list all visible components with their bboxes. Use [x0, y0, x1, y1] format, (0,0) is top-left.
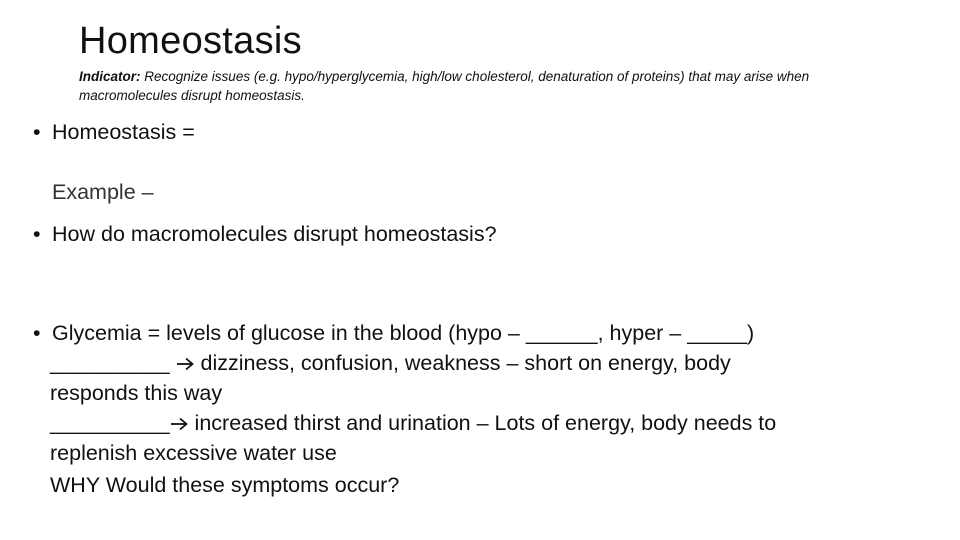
bullet-marker: •	[33, 120, 41, 144]
indicator-body: Recognize issues (e.g. hypo/hyperglycemia, high/low cholesterol, denaturation of proteins) that may arise when macromolecules disrupt homeostasis.	[79, 69, 810, 103]
indicator-label: Indicator:	[79, 69, 141, 84]
right-arrow-icon	[170, 417, 189, 431]
slide-title: Homeostasis	[79, 20, 302, 62]
example-line: Example –	[52, 180, 154, 204]
hypo-symptoms-line	[50, 348, 731, 378]
right-arrow-icon	[176, 357, 195, 371]
hyper-symptoms-continued: replenish excessive water use	[50, 441, 337, 465]
hypo-blank: __________	[50, 351, 170, 375]
bullet-marker: •	[33, 222, 41, 246]
hyper-symptoms-line	[50, 408, 776, 438]
bullet-marker: •	[33, 321, 41, 345]
hyper-symptoms-text: increased thirst and urination – Lots of energy, body needs to	[188, 411, 777, 435]
hyper-blank: __________	[50, 411, 170, 435]
why-question: WHY Would these symptoms occur?	[50, 473, 400, 497]
bullet-macromolecules-question: How do macromolecules disrupt homeostasis?	[52, 222, 497, 246]
glycemia-definition: Glycemia = levels of glucose in the blood (hypo – ______, hyper – _____)	[52, 321, 755, 345]
bullet-homeostasis: Homeostasis =	[52, 120, 195, 144]
hypo-symptoms-continued: responds this way	[50, 381, 223, 405]
hypo-symptoms-text: dizziness, confusion, weakness – short on energy, body	[194, 351, 731, 375]
indicator-text	[79, 67, 869, 105]
